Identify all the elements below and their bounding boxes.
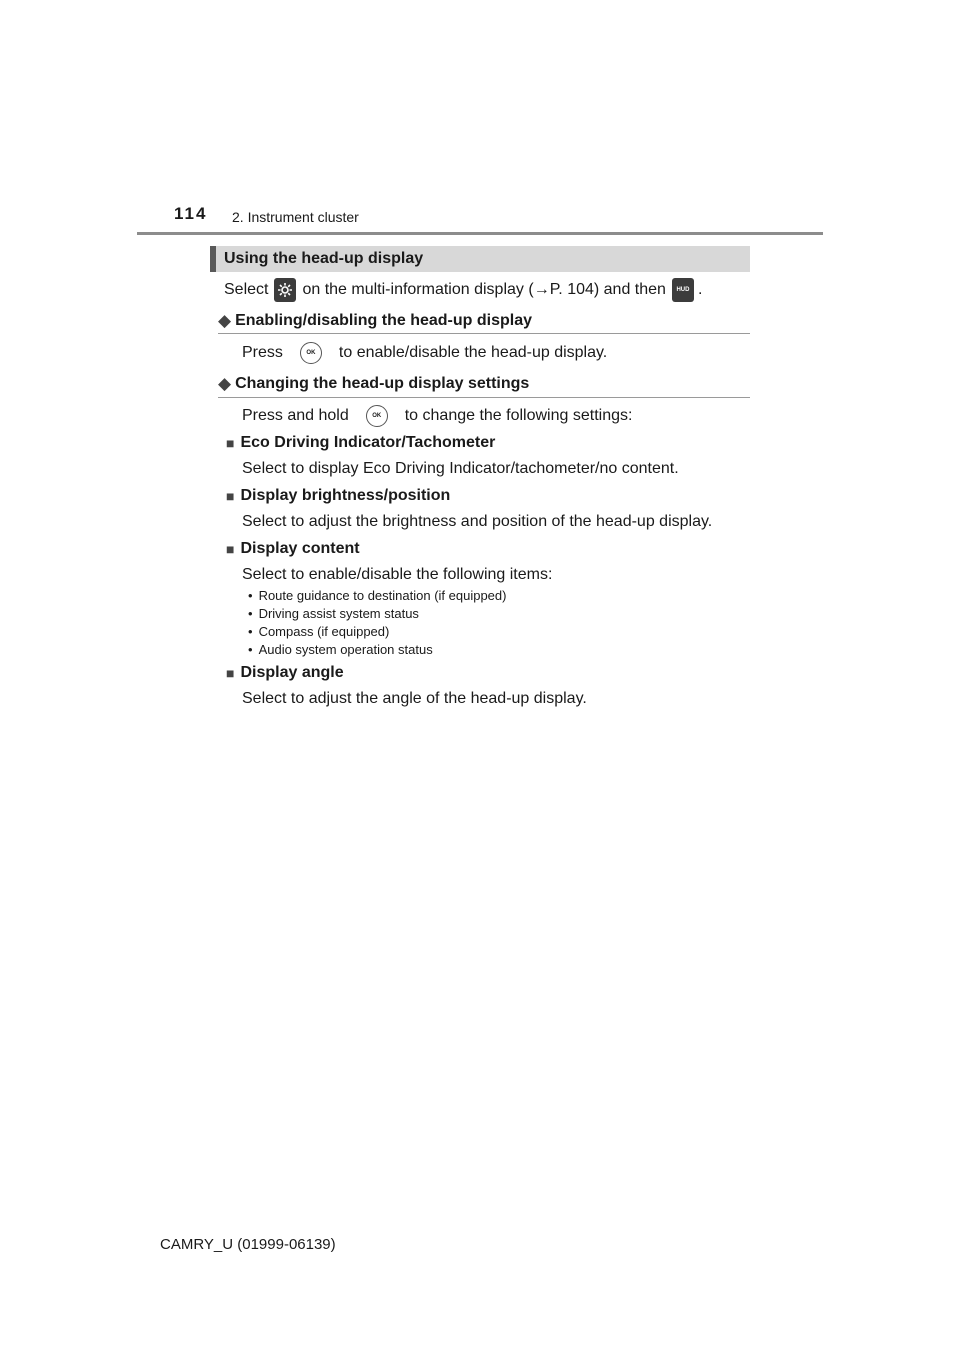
subsection-title-text: Enabling/disabling the head-up display — [235, 312, 532, 329]
page-number: 114 — [174, 204, 208, 223]
setting-desc-content: Select to enable/disable the following items: — [242, 566, 553, 583]
hud-icon: HUD — [672, 278, 694, 302]
setting-desc-eco: Select to display Eco Driving Indicator/tachometer/no content. — [242, 460, 679, 477]
subsection-rule — [218, 333, 750, 334]
press-post-text: to enable/disable the head-up display. — [338, 344, 608, 361]
setting-desc-angle: Select to adjust the angle of the head-up display. — [242, 690, 587, 707]
subsection-title-text: Changing the head-up display settings — [235, 375, 530, 392]
diamond-icon: ◆ — [218, 311, 232, 330]
subsection-title-changing — [218, 373, 529, 395]
setting-title-text: Eco Driving Indicator/Tachometer — [240, 434, 496, 451]
document-footer: CAMRY_U (01999-06139) — [160, 1236, 336, 1253]
setting-title-brightness — [226, 485, 450, 507]
setting-title-text: Display angle — [240, 664, 344, 681]
ok-button-icon: OK — [300, 342, 322, 364]
square-bullet-icon: ■ — [226, 541, 235, 557]
arrow-glyph: → — [533, 281, 550, 298]
setting-title-text: Display brightness/position — [240, 487, 451, 504]
setting-title-eco — [226, 432, 495, 454]
list-item: • Audio system operation status — [248, 641, 506, 659]
diamond-icon: ◆ — [218, 374, 232, 393]
intro-middle-text: on the multi-information display ( — [302, 281, 534, 298]
square-bullet-icon: ■ — [226, 435, 235, 451]
content-items-list — [248, 587, 506, 659]
subsection-rule — [218, 397, 750, 398]
heading-bar: Using the head-up display — [210, 246, 750, 272]
press-hold-line — [242, 404, 632, 428]
subsection-title-enabling — [218, 310, 532, 332]
intro-line — [224, 278, 702, 302]
gear-icon — [274, 278, 296, 302]
ok-button-icon: OK — [366, 405, 388, 427]
intro-end-text: . — [697, 281, 703, 298]
square-bullet-icon: ■ — [226, 665, 235, 681]
press-line — [242, 341, 607, 365]
setting-title-content — [226, 538, 360, 560]
list-item: • Route guidance to destination (if equipped) — [248, 587, 506, 605]
press-hold-pre-text: Press and hold — [242, 407, 349, 424]
intro-ref-text: P. 104) and then — [549, 281, 666, 298]
section-title: 2. Instrument cluster — [232, 209, 359, 225]
setting-title-text: Display content — [240, 540, 360, 557]
press-pre-text: Press — [242, 344, 283, 361]
square-bullet-icon: ■ — [226, 488, 235, 504]
setting-desc-brightness: Select to adjust the brightness and position of the head-up display. — [242, 513, 713, 530]
press-hold-post-text: to change the following settings: — [404, 407, 633, 424]
setting-title-angle — [226, 662, 344, 684]
list-item: • Compass (if equipped) — [248, 623, 506, 641]
intro-select-text: Select — [224, 281, 269, 298]
header-rule — [137, 232, 823, 235]
list-item: • Driving assist system status — [248, 605, 506, 623]
